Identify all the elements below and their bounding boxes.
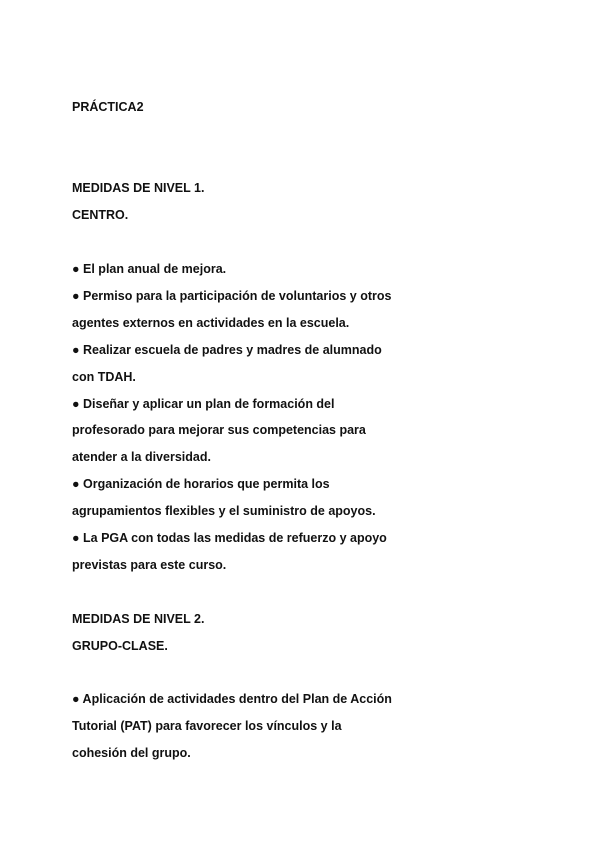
section-2-line: ● Aplicación de actividades dentro del Plan de Acción xyxy=(72,692,392,706)
section-2-heading: MEDIDAS DE NIVEL 2. xyxy=(72,612,205,626)
section-1-line: ● Realizar escuela de padres y madres de alumnado xyxy=(72,343,382,357)
section-2-subheading: GRUPO-CLASE. xyxy=(72,639,168,653)
section-1-line: profesorado para mejorar sus competencias para xyxy=(72,423,366,437)
section-1-line: agrupamientos flexibles y el suministro de apoyos. xyxy=(72,504,376,518)
section-1-line: ● El plan anual de mejora. xyxy=(72,262,227,276)
section-1-line: atender a la diversidad. xyxy=(72,450,211,464)
section-1-subheading: CENTRO. xyxy=(72,208,129,222)
section-1-line: ● Diseñar y aplicar un plan de formación del xyxy=(72,397,335,411)
section-1-line: con TDAH. xyxy=(72,370,136,384)
section-1-heading: MEDIDAS DE NIVEL 1. xyxy=(72,181,205,195)
section-1-line: previstas para este curso. xyxy=(72,558,227,572)
section-1-line: ● La PGA con todas las medidas de refuerzo y apoyo xyxy=(72,531,387,545)
section-2-line: cohesión del grupo. xyxy=(72,746,191,760)
section-2-line: Tutorial (PAT) para favorecer los vínculos y la xyxy=(72,719,342,733)
section-1-line: ● Permiso para la participación de voluntarios y otros xyxy=(72,289,392,303)
section-1-line: agentes externos en actividades en la escuela. xyxy=(72,316,350,330)
section-1-line: ● Organización de horarios que permita los xyxy=(72,477,330,491)
document-title: PRÁCTICA2 xyxy=(72,100,144,114)
